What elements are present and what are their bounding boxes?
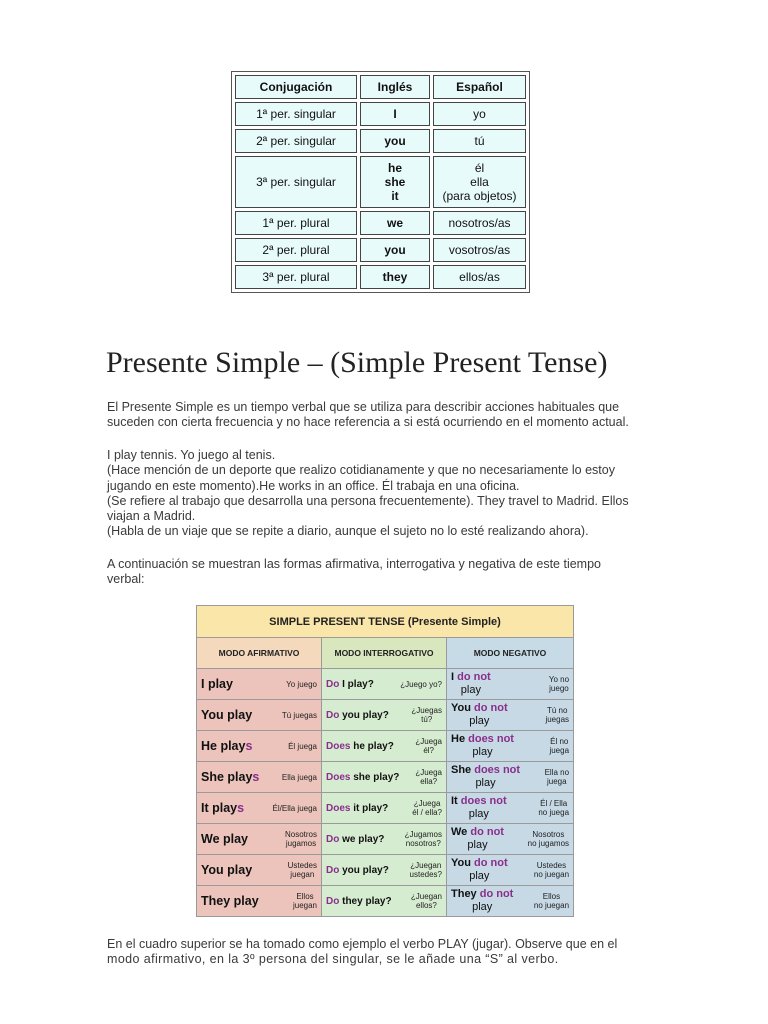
conjugation-row [197,762,574,793]
conjugacion-cell: 1ª per. plural [235,211,357,235]
question-rest: they play? [339,895,392,907]
pronoun-es: yo [473,107,486,121]
conjugation-row [197,700,574,731]
pronoun-row [235,102,526,126]
affirmative-form [201,894,259,908]
negative-content [447,700,573,730]
interrogative-form [326,896,392,907]
affirmative-cell [197,855,322,886]
auxiliary: does not [474,764,521,776]
pronoun-table-body [235,75,526,289]
translation-line: él? [423,746,434,755]
interrogative-content [322,855,446,885]
verb: play [227,863,253,877]
affirmative-form [201,770,259,784]
affirmative-content [197,793,321,823]
ingles-cell [360,211,430,235]
pronoun-es: (para objetos) [442,189,517,203]
affirmative-cell [197,762,322,793]
lead-in-line: verbal: [107,572,145,587]
closing-line: modo afirmativo, en la 3º persona del singular, se le añade una “S” al verbo. [107,952,559,967]
negative-form [451,733,514,759]
subject: I [201,677,208,691]
affirmative-translation [293,892,317,910]
conjugacion-cell: 3ª per. singular [235,156,357,208]
verb: play [233,894,259,908]
translation-line: juegan [292,901,317,910]
subject: It [201,801,213,815]
auxiliary: does not [468,733,514,745]
subject: It [451,795,461,807]
negative-line [451,764,520,777]
question-rest: he play? [350,740,394,752]
translation-line: Ella no [544,768,570,777]
affirmative-form [201,677,233,691]
auxiliary: do not [457,671,491,683]
interrogative-cell [322,824,447,855]
auxiliary: Do [326,864,340,876]
negative-translation [549,675,569,693]
negative-cell [447,824,574,855]
subject: You [451,702,475,714]
translation-line: Ella juega [281,772,317,782]
affirmative-translation [282,773,317,782]
translation-line: ustedes? [409,870,442,879]
conjugacion-cell: 1ª per. singular [235,102,357,126]
affirmative-form [201,832,248,846]
header-interrogative: MODO INTERROGATIVO [322,638,447,669]
verb: play [212,801,238,815]
interrogative-translation [412,799,442,817]
example-line: (Hace mención de un deporte que realizo cotidianamente y que no necesariamente lo estoy [107,463,615,478]
ingles-cell [360,265,430,289]
interrogative-translation [400,680,442,689]
negative-cell [447,731,574,762]
auxiliary: Do [326,678,340,690]
translation-line: Ustedes [536,861,567,870]
pronoun-en: it [391,189,399,203]
ingles-cell [360,238,430,262]
interrogative-translation [411,706,442,724]
intro-paragraph [107,400,667,431]
auxiliary: Do [326,709,340,721]
translation-line: Tú juegas [281,710,317,720]
negative-content [447,793,573,823]
affirmative-translation [286,680,317,689]
translation-line: Ellos [296,892,314,901]
interrogative-translation [410,861,442,879]
interrogative-form [326,679,374,690]
negative-cell [447,762,574,793]
auxiliary: do not [474,702,508,714]
conjugacion-cell: 2ª per. plural [235,238,357,262]
pronoun-en: I [393,107,397,121]
negative-verb: play [472,746,493,758]
ingles-cell [360,102,430,126]
affirmative-form [201,863,252,877]
conjugation-row [197,824,574,855]
interrogative-translation [415,768,442,786]
translation-line: ¿Juegan [410,861,442,870]
affirmative-cell [197,824,322,855]
header-negative: MODO NEGATIVO [447,638,574,669]
translation-line: no juegan [533,870,570,879]
affirmative-form [201,708,252,722]
translation-line: no juega [538,808,570,817]
negative-translation [538,799,569,817]
interrogative-content [322,793,446,823]
interrogative-content [322,824,446,854]
pronoun-en: you [384,243,406,257]
pronoun-en: they [382,270,408,284]
affirmative-translation [285,830,317,848]
subject: You [201,708,228,722]
translation-line: juega [549,746,570,755]
translation-line: ¿Juega [415,768,442,777]
negative-cell [447,669,574,700]
interrogative-content [322,731,446,761]
negative-form [451,764,520,790]
interrogative-cell [322,886,447,917]
affirmative-cell [197,886,322,917]
negative-line [451,888,513,901]
espanol-cell [433,211,526,235]
pronoun-es: tú [474,134,485,148]
translation-line: Ellos [542,892,561,901]
negative-content [447,824,573,854]
header-espanol: Español [433,75,526,99]
negative-content [447,855,573,885]
negative-cell [447,886,574,917]
negative-form [451,671,491,697]
negative-translation [545,768,569,786]
affirmative-translation [273,804,317,813]
conjugation-row [197,669,574,700]
negative-translation [534,892,569,910]
negative-line [451,857,508,870]
interrogative-translation [405,830,442,848]
negative-translation [528,830,569,848]
espanol-cell [433,265,526,289]
affirmative-cell [197,700,322,731]
verb: play [227,708,253,722]
pronoun-en: she [384,175,406,189]
lead-in-line: A continuación se muestran las formas afirmativa, interrogativa y negativa de este tiempo [107,557,602,571]
closing-line: En el cuadro superior se ha tomado como ejemplo el verbo PLAY (jugar). Observe que en el [107,937,618,951]
espanol-cell [433,129,526,153]
negative-cell [447,855,574,886]
header-affirmative: MODO AFIRMATIVO [197,638,322,669]
auxiliary: does not [460,795,507,807]
pronoun-es: ellos/as [459,270,500,284]
pronoun-row [235,265,526,289]
auxiliary: do not [479,888,514,900]
translation-line: tú? [421,715,433,724]
pronoun-es: vosotros/as [448,243,511,257]
verb: play [207,677,233,691]
translation-line: Él/Ella juega [272,803,317,813]
interrogative-translation [415,737,442,755]
negative-verb: play [472,901,493,913]
subject: He [451,733,469,745]
affirmative-translation [288,742,317,751]
negative-cell [447,793,574,824]
header-ingles: Inglés [360,75,430,99]
question-rest: it play? [350,802,389,814]
interrogative-form [326,834,384,845]
interrogative-form [326,803,388,814]
conjugation-row [197,731,574,762]
interrogative-content [322,762,446,792]
affirmative-translation [288,861,317,879]
subject: We [201,832,223,846]
question-rest: she play? [350,771,400,783]
question-rest: you play? [339,709,389,721]
page-title: Presente Simple – (Simple Present Tense) [106,346,608,379]
translation-line: ¿Juegas [411,706,442,715]
translation-line: juegas [545,715,570,724]
example-line: (Habla de un viaje que se repite a diario, aunque el sujeto no lo esté realizando ahora). [107,524,589,539]
pronoun-es: él [474,161,485,175]
closing-paragraph [107,937,667,968]
ingles-cell [360,129,430,153]
interrogative-content [322,886,446,916]
example-line: jugando en este momento).He works in an office. Él trabaja en una oficina. [107,478,520,493]
intro-line: suceden con cierta frecuencia y no hace referencia a si está ocurriendo en el momento actual. [107,415,629,430]
translation-line: Ustedes [287,861,317,870]
negative-verb: play [469,870,490,882]
ingles-cell [360,156,430,208]
conjugation-row [197,886,574,917]
subject: She [201,770,228,784]
pronoun-en: he [387,161,402,175]
translation-line: jugamos [285,839,317,848]
interrogative-cell [322,669,447,700]
translation-line: Él / Ella [540,799,568,808]
conjugation-row [197,855,574,886]
interrogative-form [326,865,389,876]
negative-line [451,671,491,684]
negative-verb: play [469,715,490,727]
affirmative-content [197,700,321,730]
conjugation-title: SIMPLE PRESENT TENSE (Presente Simple) [197,606,574,638]
translation-line: Yo juego [286,679,317,689]
negative-translation [545,706,569,724]
examples-paragraph [107,448,667,540]
affirmative-cell [197,731,322,762]
affirmative-form [201,739,252,753]
negative-form [451,888,513,914]
negative-content [447,762,573,792]
interrogative-cell [322,762,447,793]
conjugation-title-row [197,606,574,638]
example-line: (Se refiere al trabajo que desarrolla una persona frecuentemente). They travel to Madrid. Ellos [107,493,629,508]
conjugacion-cell: 3ª per. plural [235,265,357,289]
question-rest: you play? [339,864,389,876]
lead-in-paragraph [107,557,667,588]
affirmative-cell [197,793,322,824]
pronoun-en: we [386,216,403,230]
subject: They [201,894,234,908]
negative-content [447,731,573,761]
question-rest: we play? [339,833,385,845]
verb-suffix: s [252,770,260,784]
translation-line: nosotros? [405,839,441,848]
negative-form [451,795,507,821]
translation-line: no juegan [533,901,570,910]
subject: You [451,857,475,869]
verb-suffix: s [245,739,253,753]
pronoun-table-header [235,75,526,99]
pronoun-es: ella [470,175,489,189]
verb-suffix: s [237,801,245,815]
translation-line: no jugamos [527,839,570,848]
translation-line: ¿Juegan [410,892,442,901]
subject: I [451,671,458,683]
auxiliary: do not [474,857,508,869]
intro-line: El Presente Simple es un tiempo verbal que se utiliza para describir acciones habituales que [107,400,620,414]
translation-line: juego [549,684,569,693]
interrogative-content [322,669,446,699]
negative-verb: play [467,839,488,851]
affirmative-content [197,886,321,916]
interrogative-form [326,741,394,752]
subject: We [451,826,471,838]
subject: He [201,739,221,753]
translation-line: ¿Juega [415,737,442,746]
auxiliary: Do [326,833,340,845]
auxiliary: do not [470,826,504,838]
negative-form [451,857,508,883]
interrogative-cell [322,855,447,886]
translation-line: ¿Jugamos [404,830,442,839]
pronoun-row [235,156,526,208]
interrogative-translation [411,892,442,910]
auxiliary: Does [326,771,351,783]
interrogative-form [326,772,399,783]
conjugation-row [197,793,574,824]
subject: She [451,764,475,776]
subject: They [451,888,480,900]
translation-line: juegan [290,870,315,879]
conjugation-table [196,605,574,917]
negative-cell [447,700,574,731]
affirmative-content [197,855,321,885]
espanol-cell [433,238,526,262]
pronoun-row [235,211,526,235]
affirmative-cell [197,669,322,700]
auxiliary: Does [326,802,351,814]
negative-content [447,669,573,699]
example-line: I play tennis. Yo juego al tenis. [107,448,276,462]
translation-line: Él juega [288,741,317,751]
translation-line: Yo no [548,675,570,684]
auxiliary: Does [326,740,351,752]
conjugacion-cell: 2ª per. singular [235,129,357,153]
negative-content [447,886,573,916]
affirmative-content [197,824,321,854]
pronoun-row [235,238,526,262]
verb: play [220,739,246,753]
translation-line: ¿Juega [413,799,441,808]
negative-line [451,826,504,839]
negative-form [451,702,508,728]
negative-translation [549,737,569,755]
affirmative-form [201,801,244,815]
interrogative-cell [322,731,447,762]
pronoun-table [231,71,530,293]
translation-line: ellos? [415,901,437,910]
translation-line: él / ella? [412,808,442,817]
conjugation-header-row [197,638,574,669]
question-rest: I play? [339,678,374,690]
negative-line [451,795,507,808]
affirmative-content [197,669,321,699]
verb: play [223,832,249,846]
negative-verb: play [460,684,481,696]
translation-line: juega [547,777,567,786]
pronoun-es: nosotros/as [448,216,511,230]
affirmative-content [197,762,321,792]
subject: You [201,863,228,877]
espanol-cell [433,102,526,126]
verb: play [227,770,253,784]
espanol-cell [433,156,526,208]
negative-line [451,733,514,746]
translation-line: Nosotros [532,830,565,839]
pronoun-en: you [384,134,406,148]
translation-line: ella? [420,777,438,786]
negative-translation [534,861,569,879]
interrogative-cell [322,700,447,731]
translation-line: Tú no [547,706,568,715]
negative-form [451,826,504,852]
interrogative-content [322,700,446,730]
interrogative-form [326,710,389,721]
example-line: viajan a Madrid. [107,509,196,524]
affirmative-content [197,731,321,761]
interrogative-cell [322,793,447,824]
pronoun-row [235,129,526,153]
negative-line [451,702,508,715]
translation-line: Nosotros [284,830,317,839]
header-conjugacion: Conjugación [235,75,357,99]
conjugation-table-body [197,606,574,917]
negative-verb: play [475,777,496,789]
translation-line: ¿Juego yo? [400,679,442,689]
translation-line: Él no [550,737,569,746]
affirmative-translation [282,711,317,720]
negative-verb: play [468,808,489,820]
auxiliary: Do [326,895,340,907]
